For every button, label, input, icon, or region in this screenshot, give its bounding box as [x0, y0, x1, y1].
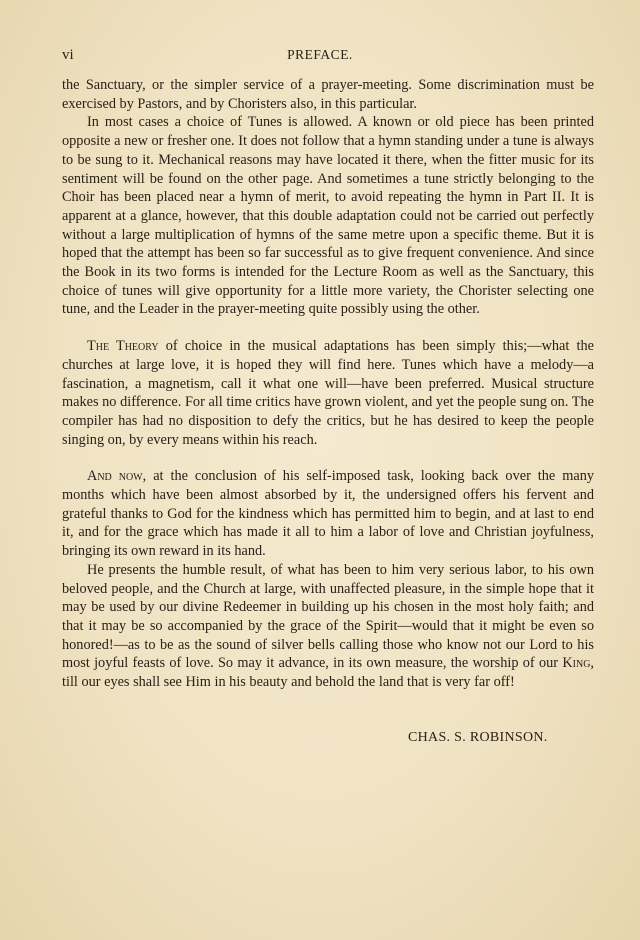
- paragraph-presentation-text-b: , till our eyes shall see Him in his beauty and behold the land that is very far off!: [62, 655, 594, 691]
- page-header: [62, 47, 578, 67]
- author-signature: CHAS. S. ROBINSON.: [408, 730, 548, 745]
- running-title: PREFACE.: [287, 47, 353, 62]
- paragraph-conclusion: [62, 467, 594, 561]
- paragraph-theory-text: of choice in the musical adaptations has been simply this;—what the churches at large love, it is hoped they will find here. Tunes which have a melody—a fascination, a magnetism, call it what one will—have been preferred. Musical structure makes no difference. For all time critics have grown violent, and yet the people sung on. The compiler has had no disposition to defy the critics, but he has desired to keep the people singing on, by every means within his reach.: [62, 338, 594, 448]
- paragraph-tunes: In most cases a choice of Tunes is allowed. A known or old piece has been printed opposite a new or fresher one. It does not follow that a hymn standing under a tune is always to be sung to it. Mechanical reasons may have located it there, when the fitter music for its sentiment will be found on the other page. And sometimes a tune strictly belonging to the Choir has been placed near a hymn of merit, to avoid repeating the hymn in Part II. It is apparent at a glance, however, that this double adaptation could not be carried out perfectly without a large multiplication of hymns of the same metre upon a specific theme. But it is hoped that the attempt has been so far successful as to give frequent convenience. And since the Book in its two forms is intended for the Lecture Room as well as the Sanctuary, this choice of tunes will give opportunity for a little more variety, the Chorister selecting one tune, and the Leader in the prayer-meeting quite possibly using the other.: [62, 114, 594, 318]
- paragraph-presentation-king: King: [562, 655, 591, 672]
- page-number: vi: [62, 47, 74, 63]
- section-break: [62, 319, 594, 337]
- paragraph-presentation-text-a: He presents the humble result, of what has been to him very serious labor, to his own beloved people, and the Church at large, with unaffected pleasure, in the simple hope that it may be used by our divine Redeemer in building up his chosen in the most holy faith; and that it may be so accompanied by the grace of the Spirit—would that it might be even so honored!—as to be as the sound of silver bells calling those who know not our Lord to his most joyful feasts of love. So may it advance, in its own measure, the worship of our: [62, 561, 594, 672]
- paragraph-presentation: [62, 561, 594, 692]
- section-break: [62, 449, 594, 467]
- paragraph-conclusion-lead: And now: [87, 468, 143, 485]
- paragraph-theory: [62, 337, 594, 449]
- preface-body: [62, 76, 594, 692]
- paragraph-continuation: the Sanctuary, or the simpler service of a prayer-meeting. Some discrimination must be exercised by Pastors, and by Choristers also, in this particular.: [62, 77, 594, 112]
- paragraph-conclusion-text: , at the conclusion of his self-imposed task, looking back over the many months which have been almost absorbed by it, the undersigned offers his fervent and grateful thanks to God for the kindness which has permitted him to begin, and at last to end it, and for the grace which has made it all to him a labor of love and Christian joyfulness, bringing its own reward in its hand.: [62, 468, 595, 560]
- paragraph-theory-lead: The Theory: [87, 338, 159, 355]
